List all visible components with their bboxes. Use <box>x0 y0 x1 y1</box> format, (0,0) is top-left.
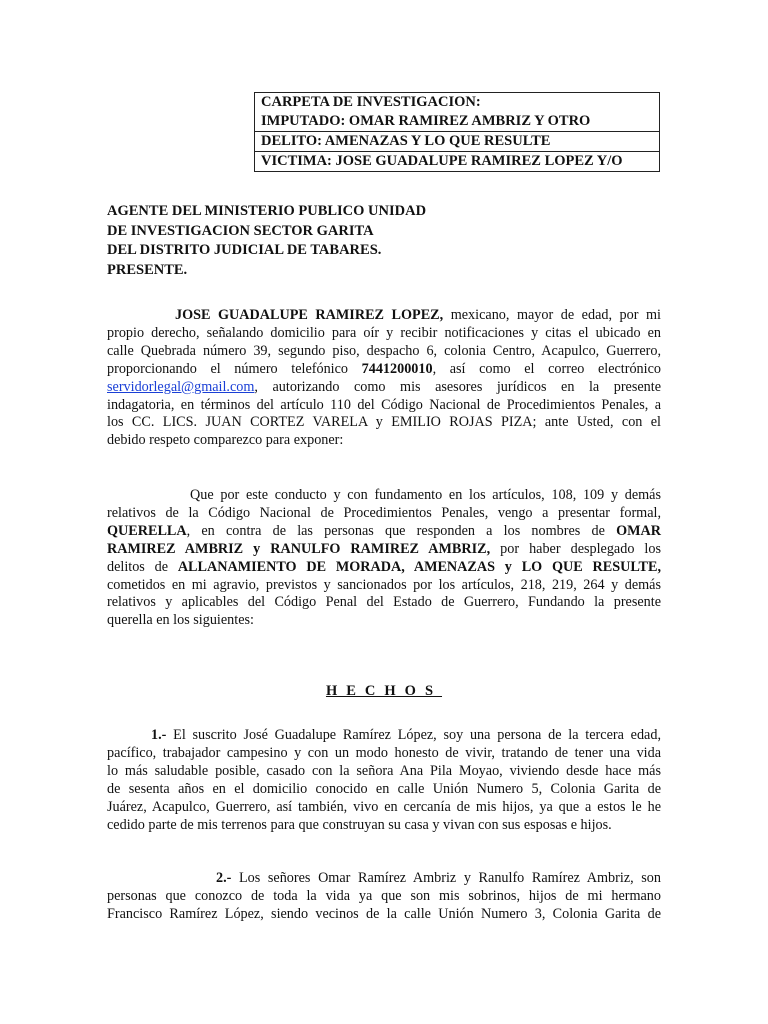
addressee-line: PRESENTE. <box>107 261 188 278</box>
case-folder-label: CARPETA DE INVESTIGACION: <box>261 94 481 110</box>
case-accused: IMPUTADO: OMAR RAMIREZ AMBRIZ Y OTRO <box>261 113 591 129</box>
phone-number: 7441200010 <box>361 360 433 377</box>
section-title-hechos: HECHOS <box>325 683 443 699</box>
case-info-box <box>254 92 660 172</box>
intro-paragraph: JOSE GUADALUPE RAMIREZ LOPEZ, mexicano, mayor de edad, por mi propio derecho, señalando domicilio para oír y recibir notificaciones y citas el ubicado en calle Quebrada número 39, segundo piso, despacho 6, colonia Centro, Acapulco, Guerrero, proporcionando el número telefónico 7441200010, así como el correo electrónico servidorlegal@gmail.com, autorizando como mis asesores jurídicos en la presente indagatoria, en términos del artículo 110 del Código Nacional de Procedimientos Penales, a los CC. LICS. JUAN CORTEZ VARELA y EMILIO ROJAS PIZA; ante Usted, con el debido respeto comparezco para exponer: <box>107 307 661 449</box>
addressee-line: AGENTE DEL MINISTERIO PUBLICO UNIDAD <box>107 203 427 219</box>
querella-paragraph: Que por este conducto y con fundamento en los artículos, 108, 109 y demás relativos de la Código Nacional de Procedimientos Penales, vengo a presentar formal, QUERELLA, en contra de las personas que responden a los nombres de OMAR RAMIREZ AMBRIZ y RANULFO RAMIREZ AMBRIZ, por haber desplegado los delitos de ALLANAMIENTO DE MORADA, AMENAZAS y LO QUE RESULTE, cometidos en mi agravio, previstos y sancionados por los artículos, 218, 219, 264 y demás relativos y aplicables del Código Penal del Estado de Guerrero, Fundando la presente querella en los siguientes: <box>107 487 661 629</box>
hechos-paragraph-1: 1.- El suscrito José Guadalupe Ramírez López, soy una persona de la tercera edad, pacífico, trabajador campesino y con un modo honesto de vivir, tratando de tener una vida lo más saludable posible, casado con la señora Ana Pila Moyao, viviendo desde hace más de sesenta años en el domicilio conocido en calle Unión Numero 5, Colonia Garita de Juárez, Acapulco, Guerrero, así también, vivo en cercanía de mis hijos, ya que a estos le he cedido parte de mis terrenos para que construyan su casa y vivan con sus esposas e hijos. <box>107 727 661 833</box>
paragraph-number: 1.- <box>151 727 167 743</box>
offenses-list: ALLANAMIENTO DE MORADA, AMENAZAS y LO QUE RESULTE, <box>177 558 661 575</box>
addressee-line: DEL DISTRITO JUDICIAL DE TABARES. <box>107 242 382 258</box>
addressee-line: DE INVESTIGACION SECTOR GARITA <box>107 222 374 239</box>
accused-names: RAMIREZ AMBRIZ y RANULFO RAMIREZ AMBRIZ, <box>107 540 491 557</box>
case-victim: VICTIMA: JOSE GUADALUPE RAMIREZ LOPEZ Y/O <box>255 151 659 171</box>
hechos-paragraph-2: 2.- Los señores Omar Ramírez Ambriz y Ranulfo Ramírez Ambriz, son personas que conozco de toda la vida ya que son mis sobrinos, hijos de mi hermano Francisco Ramírez López, siendo vecinos de la calle Unión Numero 3, Colonia Garita de <box>107 870 661 922</box>
paragraph-number: 2.- <box>216 870 232 886</box>
querella-keyword: QUERELLA <box>107 522 187 539</box>
email-link[interactable]: servidorlegal@gmail.com <box>107 378 255 395</box>
complainant-name: JOSE GUADALUPE RAMIREZ LOPEZ, <box>175 307 444 323</box>
case-offense: DELITO: AMENAZAS Y LO QUE RESULTE <box>255 131 659 151</box>
addressee-block <box>107 202 607 280</box>
